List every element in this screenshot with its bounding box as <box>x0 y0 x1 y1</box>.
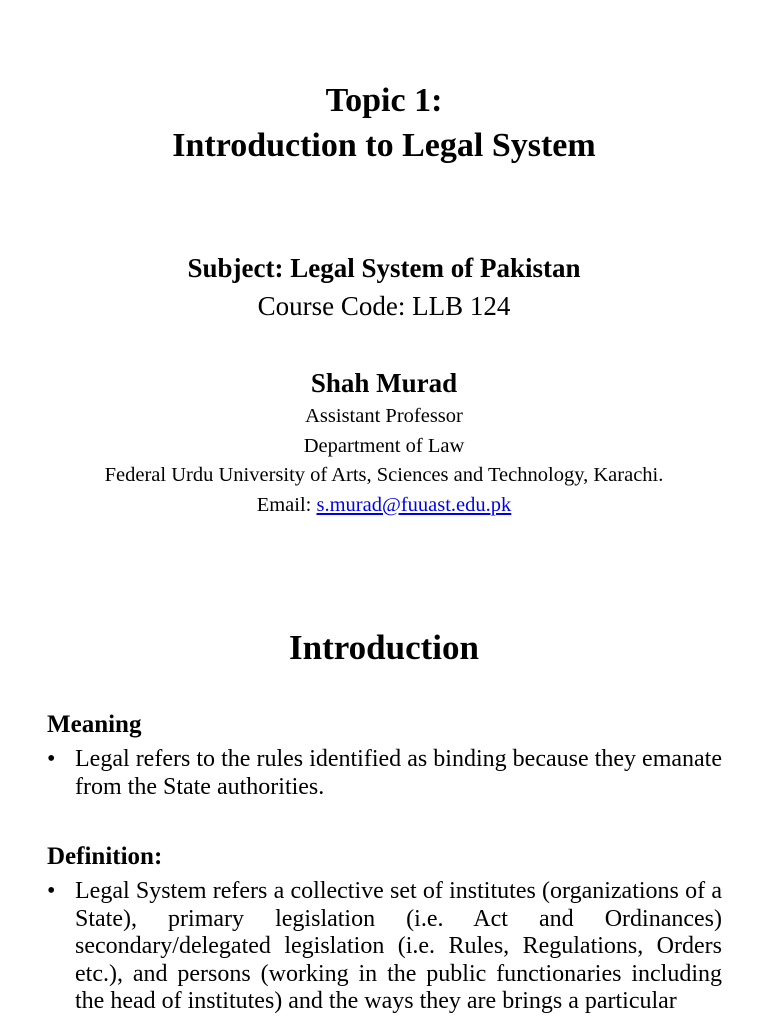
definition-bullet-item <box>47 878 722 1016</box>
meaning-heading: Meaning <box>47 711 142 738</box>
author-info <box>0 402 768 520</box>
author-position: Assistant Professor <box>305 405 463 427</box>
bullet-icon: • <box>47 878 56 904</box>
email-link[interactable]: s.murad@fuuast.edu.pk <box>316 493 512 516</box>
introduction-slide <box>0 576 768 1024</box>
meaning-bullet-item <box>47 746 722 801</box>
bullet-icon: • <box>47 746 56 772</box>
subject-heading: Subject: Legal System of Pakistan <box>187 253 581 283</box>
meaning-text: Legal refers to the rules identified as binding because they emanate from the State authorities. <box>75 746 722 800</box>
topic-title <box>0 78 768 168</box>
introduction-title: Introduction <box>289 628 479 667</box>
course-code: Course Code: LLB 124 <box>257 291 511 321</box>
author-name: Shah Murad <box>310 368 458 398</box>
definition-heading: Definition: <box>47 843 163 870</box>
topic-title-line-1: Topic 1: <box>325 82 443 119</box>
author-university: Federal Urdu University of Arts, Sciences and Technology, Karachi. <box>104 464 664 486</box>
email-label: Email: <box>256 493 317 516</box>
topic-title-line-2: Introduction to Legal System <box>172 127 596 164</box>
definition-text: Legal System refers a collective set of institutes (organizations of a State), primary legislation (i.e. Act and Ordinances) secondary/delegated legislation (i.e. Rules, Regulations, Orders etc.), and persons (working in the public functionaries including the head of institutes) and the ways they are brings a particular <box>75 878 722 1014</box>
author-email-line <box>0 491 768 521</box>
author-department: Department of Law <box>303 434 465 457</box>
